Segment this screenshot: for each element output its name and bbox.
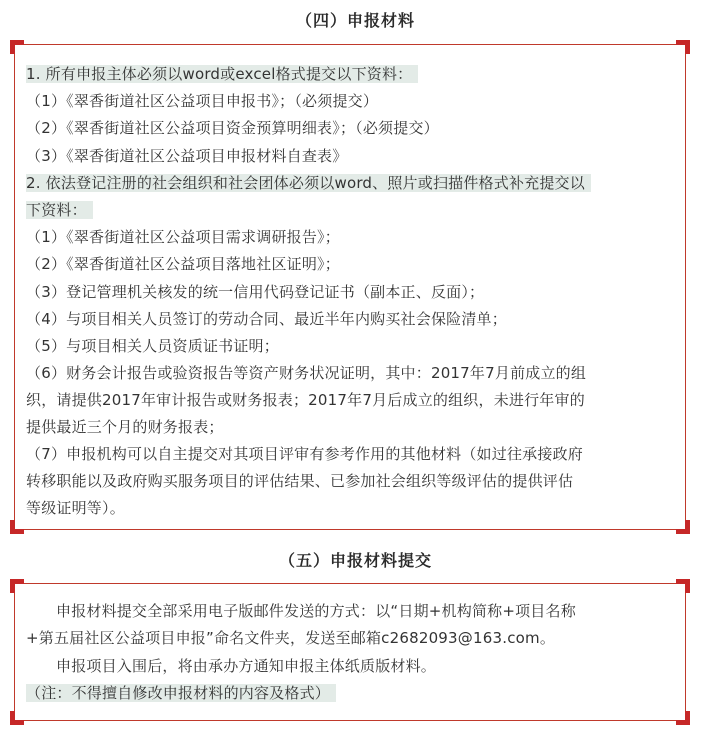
section5-heading: （五）申报材料提交 bbox=[278, 551, 432, 570]
list-item: （5）与项目相关人员资质证书证明； bbox=[26, 337, 279, 355]
corner-decoration bbox=[676, 40, 690, 54]
list-item: （2）《翠香街道社区公益项目资金预算明细表》；（必须提交） bbox=[26, 119, 439, 137]
list-item: （4）与项目相关人员签订的劳动合同、最近半年内购买社会保险清单； bbox=[26, 310, 507, 328]
list-item: （3）登记管理机关核发的统一信用代码登记证书（副本正、反面）； bbox=[26, 283, 485, 301]
list-item: （7）申报机构可以自主提交对其项目评审有参考作用的其他材料（如过往承接政府 bbox=[26, 445, 583, 463]
paragraph-line: 申报材料提交全部采用电子版邮件发送的方式：以“日期+机构简称+项目名称 bbox=[56, 602, 576, 620]
list-item: （1）《翠香街道社区公益项目申报书》；（必须提交） bbox=[26, 92, 379, 110]
note-text: （注：不得擅自修改申报材料的内容及格式） bbox=[26, 684, 336, 702]
corner-decoration bbox=[10, 40, 24, 54]
list-item: （6）财务会计报告或验资报告等资产财务状况证明，其中：2017年7月前成立的组 bbox=[26, 364, 587, 382]
paragraph-line: 申报项目入围后，将由承办方通知申报主体纸质版材料。 bbox=[56, 657, 437, 675]
list-item-cont: 织，请提供2017年审计报告或财务报表；2017年7月后成立的组织，未进行年审的 bbox=[26, 391, 585, 409]
list-item: （3）《翠香街道社区公益项目申报材料自查表》 bbox=[26, 147, 348, 165]
corner-decoration bbox=[676, 579, 690, 593]
requirement-heading: 1. 所有申报主体必须以word或excel格式提交以下资料： bbox=[26, 65, 418, 83]
corner-decoration bbox=[10, 579, 24, 593]
section4-heading: （四）申报材料 bbox=[295, 11, 415, 30]
corner-decoration bbox=[10, 520, 24, 534]
list-item-cont: 提供最近三个月的财务报表； bbox=[26, 418, 224, 436]
corner-decoration bbox=[676, 520, 690, 534]
list-item-cont: 等级证明等）。 bbox=[26, 499, 125, 517]
list-item-cont: 转移职能以及政府购买服务项目的评估结果、已参加社会组织等级评估的提供评估 bbox=[26, 472, 574, 490]
corner-decoration bbox=[10, 711, 24, 725]
corner-decoration bbox=[676, 711, 690, 725]
paragraph-line: +第五届社区公益项目申报”命名文件夹，发送至邮箱c2682093@163.com。 bbox=[26, 629, 556, 647]
requirement-heading-cont: 下资料： bbox=[26, 201, 93, 219]
requirement-heading: 2. 依法登记注册的社会组织和社会团体必须以word、照片或扫描件格式补充提交以 bbox=[26, 174, 591, 192]
list-item: （1）《翠香街道社区公益项目需求调研报告》； bbox=[26, 228, 340, 246]
list-item: （2）《翠香街道社区公益项目落地社区证明》； bbox=[26, 255, 340, 273]
